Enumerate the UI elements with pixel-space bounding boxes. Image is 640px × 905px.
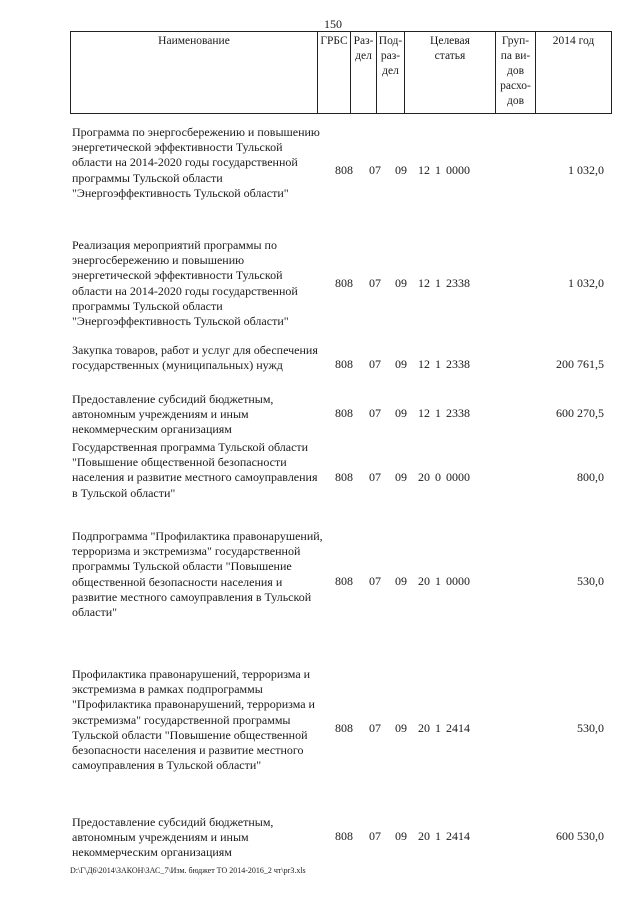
row-name: Программа по энергосбережению и повышению энергетической эффективности Тульской области на 2014-2020 годы государственной программы Тульской области "Энергоэффективность Тульской области" [72,125,320,200]
row-name: Подпрограмма "Профилактика правонарушений, терроризма и экстремизма" государственной программы Тульской области "Повышение общественной безопасности населения и развитие местного самоуправления в Тульской области" [72,529,323,620]
row-grbs: 808 [335,276,353,290]
row-podrazdel: 09 [395,574,407,588]
row-grbs: 808 [335,406,353,420]
row-grbs: 808 [335,829,353,843]
page-number: 150 [324,17,342,31]
header-razdel: Раз- дел [351,32,377,113]
row-grbs: 808 [335,721,353,735]
row-razdel: 07 [369,357,381,371]
row-tselevaya-statya: 12 1 2338 [418,276,470,290]
row-vid-raskhodov: 200 [556,357,574,371]
header-podrazdel: Под- раз- дел [377,32,405,113]
header-gruppa-vidov-raskhodov: Груп- па ви- дов расхо- дов [496,32,536,113]
row-razdel: 07 [369,470,381,484]
row-vid-raskhodov: 600 [556,406,574,420]
row-grbs: 808 [335,163,353,177]
row-tselevaya-statya: 20 1 2414 [418,721,470,735]
row-amount-2014: 1 032,0 [568,276,604,290]
file-path-footer: D:\Г\Д6\2014\ЗАКОН\ЗАС_7\Изм. бюджет ТО 2014-2016_2 чт\pr3.xls [70,866,306,875]
row-podrazdel: 09 [395,163,407,177]
row-podrazdel: 09 [395,470,407,484]
row-tselevaya-statya: 12 1 0000 [418,163,470,177]
row-tselevaya-statya: 20 0 0000 [418,470,470,484]
row-amount-2014: 761,5 [577,357,604,371]
row-razdel: 07 [369,406,381,420]
row-name: Профилактика правонарушений, терроризма и экстремизма в рамках подпрограммы "Профилактика правонарушений, терроризма и экстремизма" государственной программы Тульской области "Повышение общественной безопасности населения и развитие местного самоуправления в Тульской области" [72,667,315,773]
row-amount-2014: 530,0 [577,721,604,735]
row-tselevaya-statya: 12 1 2338 [418,406,470,420]
header-tselevaya-statya: Целевая статья [405,32,496,113]
row-name: Реализация мероприятий программы по энергосбережению и повышению энергетической эффективности Тульской области на 2014-2020 годы государственной программы Тульской области "Энергоэффективность Тульской области" [72,238,298,329]
row-grbs: 808 [335,470,353,484]
header-year: 2014 год [552,35,595,47]
row-amount-2014: 800,0 [577,470,604,484]
header-grbs: ГРБС [318,32,351,113]
row-name: Предоставление субсидий бюджетным, автономным учреждениям и иным некоммерческим организациям [72,815,274,860]
row-razdel: 07 [369,163,381,177]
row-grbs: 808 [335,574,353,588]
row-tselevaya-statya: 20 1 2414 [418,829,470,843]
row-podrazdel: 09 [395,721,407,735]
row-amount-2014: 1 032,0 [568,163,604,177]
row-amount-2014: 270,5 [577,406,604,420]
row-tselevaya-statya: 12 1 2338 [418,357,470,371]
row-podrazdel: 09 [395,406,407,420]
row-amount-2014: 530,0 [577,574,604,588]
row-razdel: 07 [369,829,381,843]
row-name: Закупка товаров, работ и услуг для обеспечения государственных (муниципальных) нужд [72,343,318,373]
row-amount-2014: 530,0 [577,829,604,843]
row-name: Государственная программа Тульской области "Повышение общественной безопасности населения и развитие местного самоуправления в Тульской области" [72,440,318,500]
row-podrazdel: 09 [395,829,407,843]
row-tselevaya-statya: 20 1 0000 [418,574,470,588]
header-naimenovanie: Наименование [71,32,318,113]
row-podrazdel: 09 [395,276,407,290]
table-header [70,31,612,114]
row-razdel: 07 [369,574,381,588]
row-vid-raskhodov: 600 [556,829,574,843]
row-name: Предоставление субсидий бюджетным, автономным учреждениям и иным некоммерческим организациям [72,392,274,437]
row-razdel: 07 [369,276,381,290]
row-grbs: 808 [335,357,353,371]
row-razdel: 07 [369,721,381,735]
row-podrazdel: 09 [395,357,407,371]
